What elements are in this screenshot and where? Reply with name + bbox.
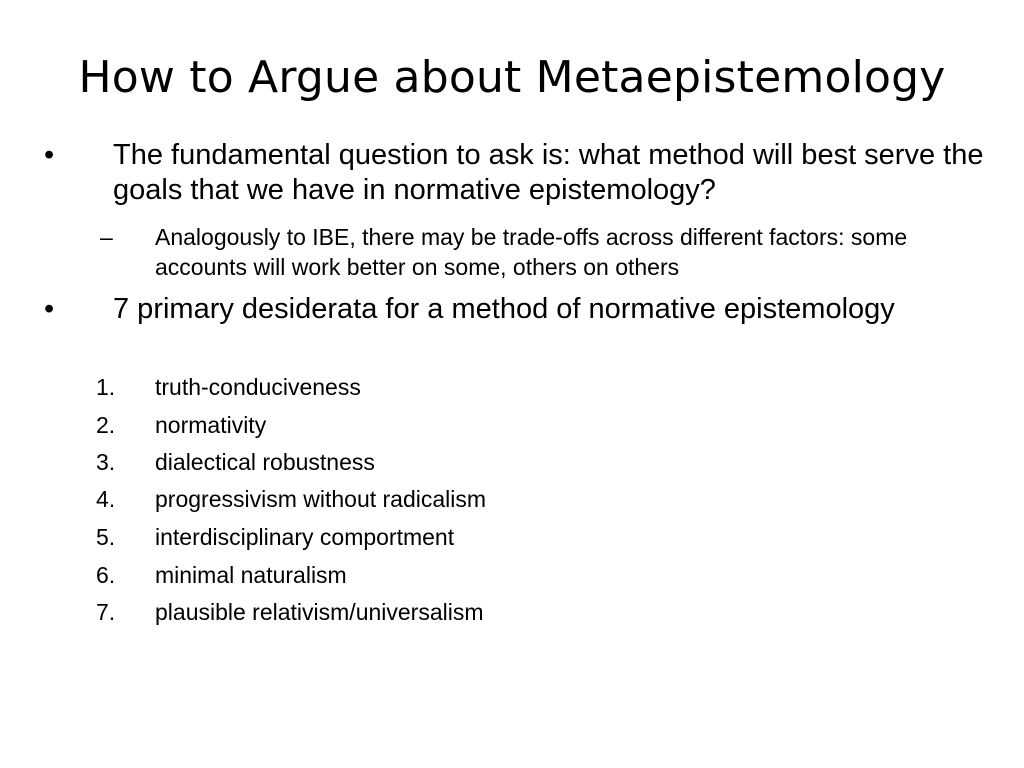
list-item-text: plausible relativism/universalism [155,599,484,625]
dash-marker: – [100,224,113,250]
sub-bullet-item-trade-offs [0,222,1024,282]
list-number: 7. [96,599,116,625]
bullet-text: The fundamental question to ask is: what method will best serve the goals that we have in normative epistemology? [113,139,984,206]
bullet-marker: • [44,293,55,325]
list-number: 1. [96,374,116,400]
list-item-text: interdisciplinary comportment [155,524,455,550]
bullet-text: 7 primary desiderata for a method of normative epistemology [113,293,895,325]
list-item-text: dialectical robustness [155,449,375,475]
desiderata-list-item [0,522,1024,552]
desiderata-list-item [0,447,1024,477]
list-number: 3. [96,449,116,475]
list-number: 6. [96,562,116,588]
bullet-item-desiderata [0,292,1024,362]
list-item-text: minimal naturalism [155,562,347,588]
desiderata-list-item [0,372,1024,402]
list-item-text: normativity [155,412,267,438]
slide-title: How to Argue about Metaepistemology [78,52,946,103]
list-number: 2. [96,412,116,438]
desiderata-list-item [0,410,1024,440]
bullet-marker: • [44,139,55,171]
bullet-item-fundamental-question [0,138,1024,208]
desiderata-list-item [0,484,1024,514]
list-item-text: progressivism without radicalism [155,486,487,512]
desiderata-list-item [0,597,1024,627]
list-item-text: truth-conduciveness [155,374,361,400]
list-number: 5. [96,524,116,550]
desiderata-list-item [0,560,1024,590]
list-number: 4. [96,486,116,512]
sub-bullet-text: Analogously to IBE, there may be trade-offs across different factors: some accounts will work better on some, others on others [155,224,908,280]
